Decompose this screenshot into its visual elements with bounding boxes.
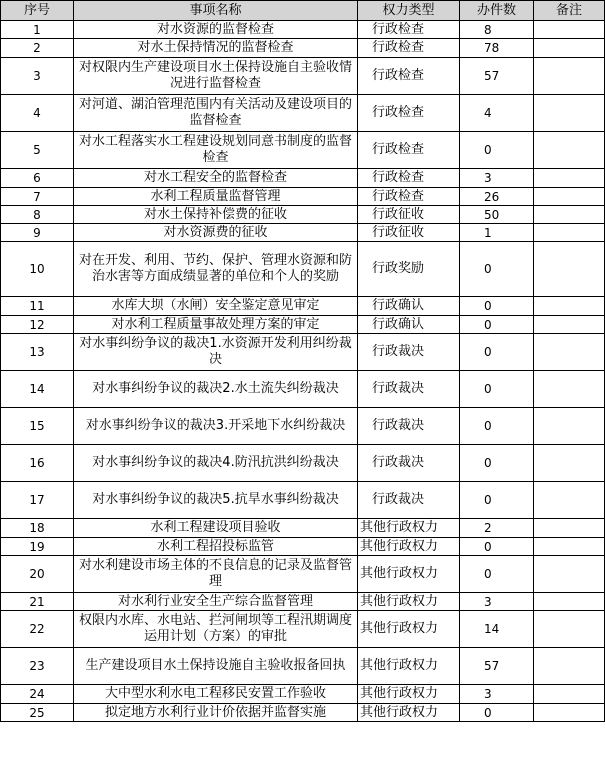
cell-seq: 25 bbox=[1, 704, 74, 722]
cell-type: 其他行政权力 bbox=[358, 648, 460, 685]
cell-name: 对水利工程质量事故处理方案的审定 bbox=[74, 316, 358, 334]
cell-type: 行政检查 bbox=[358, 39, 460, 58]
cell-count: 14 bbox=[460, 611, 534, 648]
cell-note bbox=[534, 445, 605, 482]
cell-seq: 4 bbox=[1, 95, 74, 132]
cell-note bbox=[534, 316, 605, 334]
cell-note bbox=[534, 704, 605, 722]
cell-name: 水库大坝（水闸）安全鉴定意见审定 bbox=[74, 297, 358, 316]
table-row bbox=[1, 685, 605, 704]
cell-seq: 24 bbox=[1, 685, 74, 704]
cell-type: 其他行政权力 bbox=[358, 704, 460, 722]
cell-name: 水利工程建设项目验收 bbox=[74, 519, 358, 538]
cell-name: 对权限内生产建设项目水土保持设施自主验收情况进行监督检查 bbox=[74, 58, 358, 95]
cell-name: 水利工程质量监督管理 bbox=[74, 188, 358, 206]
cell-seq: 16 bbox=[1, 445, 74, 482]
cell-note bbox=[534, 132, 605, 169]
table-row bbox=[1, 538, 605, 556]
cell-name: 大中型水利水电工程移民安置工作验收 bbox=[74, 685, 358, 704]
cell-count: 50 bbox=[460, 206, 534, 224]
cell-type: 行政裁决 bbox=[358, 482, 460, 519]
table-row bbox=[1, 408, 605, 445]
cell-seq: 18 bbox=[1, 519, 74, 538]
cell-count: 1 bbox=[460, 224, 534, 242]
cell-seq: 8 bbox=[1, 206, 74, 224]
cell-note bbox=[534, 334, 605, 371]
cell-count: 57 bbox=[460, 58, 534, 95]
cell-type: 其他行政权力 bbox=[358, 685, 460, 704]
table-row bbox=[1, 169, 605, 188]
cell-seq: 22 bbox=[1, 611, 74, 648]
cell-note bbox=[534, 611, 605, 648]
table-row bbox=[1, 58, 605, 95]
table-row bbox=[1, 39, 605, 58]
table-row bbox=[1, 445, 605, 482]
header-count: 办件数 bbox=[460, 1, 534, 21]
table-row bbox=[1, 242, 605, 297]
cell-count: 0 bbox=[460, 408, 534, 445]
cell-seq: 15 bbox=[1, 408, 74, 445]
cell-note bbox=[534, 482, 605, 519]
cell-count: 2 bbox=[460, 519, 534, 538]
cell-type: 其他行政权力 bbox=[358, 593, 460, 611]
cell-seq: 19 bbox=[1, 538, 74, 556]
header-name: 事项名称 bbox=[74, 1, 358, 21]
cell-note bbox=[534, 58, 605, 95]
table-row bbox=[1, 648, 605, 685]
cell-name: 对水资源费的征收 bbox=[74, 224, 358, 242]
cell-note bbox=[534, 648, 605, 685]
cell-count: 0 bbox=[460, 482, 534, 519]
cell-type: 行政检查 bbox=[358, 21, 460, 39]
table-row bbox=[1, 95, 605, 132]
cell-seq: 14 bbox=[1, 371, 74, 408]
cell-count: 0 bbox=[460, 316, 534, 334]
cell-name: 权限内水库、水电站、拦河闸坝等工程汛期调度运用计划（方案）的审批 bbox=[74, 611, 358, 648]
cell-seq: 13 bbox=[1, 334, 74, 371]
cell-type: 行政确认 bbox=[358, 316, 460, 334]
cell-count: 0 bbox=[460, 334, 534, 371]
cell-note bbox=[534, 242, 605, 297]
table-row bbox=[1, 371, 605, 408]
table-row bbox=[1, 482, 605, 519]
cell-seq: 11 bbox=[1, 297, 74, 316]
cell-seq: 9 bbox=[1, 224, 74, 242]
table-row bbox=[1, 316, 605, 334]
cell-type: 行政裁决 bbox=[358, 334, 460, 371]
cell-name: 对在开发、利用、节约、保护、管理水资源和防治水害等方面成绩显著的单位和个人的奖励 bbox=[74, 242, 358, 297]
header-note: 备注 bbox=[534, 1, 605, 21]
table-row bbox=[1, 556, 605, 593]
cell-name: 对水工程落实水工程建设规划同意书制度的监督检查 bbox=[74, 132, 358, 169]
cell-seq: 23 bbox=[1, 648, 74, 685]
header-type: 权力类型 bbox=[358, 1, 460, 21]
cell-note bbox=[534, 297, 605, 316]
cell-name: 拟定地方水利行业计价依据并监督实施 bbox=[74, 704, 358, 722]
cell-name: 对水土保持补偿费的征收 bbox=[74, 206, 358, 224]
cell-note bbox=[534, 408, 605, 445]
cell-type: 其他行政权力 bbox=[358, 611, 460, 648]
cell-type: 行政裁决 bbox=[358, 371, 460, 408]
cell-seq: 21 bbox=[1, 593, 74, 611]
cell-count: 3 bbox=[460, 169, 534, 188]
table-row bbox=[1, 593, 605, 611]
cell-count: 8 bbox=[460, 21, 534, 39]
cell-count: 26 bbox=[460, 188, 534, 206]
cell-note bbox=[534, 39, 605, 58]
cell-seq: 3 bbox=[1, 58, 74, 95]
cell-seq: 6 bbox=[1, 169, 74, 188]
cell-count: 0 bbox=[460, 297, 534, 316]
cell-count: 3 bbox=[460, 593, 534, 611]
cell-type: 行政征收 bbox=[358, 224, 460, 242]
cell-name: 对水土保持情况的监督检查 bbox=[74, 39, 358, 58]
cell-type: 行政裁决 bbox=[358, 445, 460, 482]
cell-note bbox=[534, 21, 605, 39]
cell-note bbox=[534, 206, 605, 224]
table-row bbox=[1, 611, 605, 648]
cell-type: 行政检查 bbox=[358, 169, 460, 188]
cell-count: 0 bbox=[460, 242, 534, 297]
cell-type: 行政检查 bbox=[358, 188, 460, 206]
table-row bbox=[1, 334, 605, 371]
cell-type: 行政裁决 bbox=[358, 408, 460, 445]
cell-count: 0 bbox=[460, 132, 534, 169]
table-row bbox=[1, 704, 605, 722]
cell-note bbox=[534, 538, 605, 556]
cell-type: 行政检查 bbox=[358, 58, 460, 95]
cell-name: 对水事纠纷争议的裁决5.抗旱水事纠纷裁决 bbox=[74, 482, 358, 519]
cell-name: 生产建设项目水土保持设施自主验收报备回执 bbox=[74, 648, 358, 685]
cell-type: 其他行政权力 bbox=[358, 538, 460, 556]
cell-note bbox=[534, 224, 605, 242]
table-row bbox=[1, 224, 605, 242]
cell-count: 0 bbox=[460, 538, 534, 556]
cell-type: 行政奖励 bbox=[358, 242, 460, 297]
cell-name: 水利工程招投标监管 bbox=[74, 538, 358, 556]
cell-name: 对水事纠纷争议的裁决4.防汛抗洪纠纷裁决 bbox=[74, 445, 358, 482]
header-seq: 序号 bbox=[1, 1, 74, 21]
cell-seq: 2 bbox=[1, 39, 74, 58]
cell-seq: 7 bbox=[1, 188, 74, 206]
cell-note bbox=[534, 593, 605, 611]
cell-count: 3 bbox=[460, 685, 534, 704]
cell-count: 0 bbox=[460, 371, 534, 408]
cell-note bbox=[534, 685, 605, 704]
cell-name: 对水事纠纷争议的裁决2.水土流失纠纷裁决 bbox=[74, 371, 358, 408]
cell-seq: 17 bbox=[1, 482, 74, 519]
cell-count: 0 bbox=[460, 445, 534, 482]
table-row bbox=[1, 297, 605, 316]
table-row bbox=[1, 519, 605, 538]
cell-seq: 20 bbox=[1, 556, 74, 593]
cell-count: 0 bbox=[460, 556, 534, 593]
cell-seq: 1 bbox=[1, 21, 74, 39]
cell-note bbox=[534, 556, 605, 593]
cell-name: 对水利行业安全生产综合监督管理 bbox=[74, 593, 358, 611]
cell-count: 4 bbox=[460, 95, 534, 132]
table-row bbox=[1, 21, 605, 39]
cell-count: 57 bbox=[460, 648, 534, 685]
cell-note bbox=[534, 371, 605, 408]
cell-type: 其他行政权力 bbox=[358, 519, 460, 538]
cell-seq: 10 bbox=[1, 242, 74, 297]
cell-name: 对河道、湖泊管理范围内有关活动及建设项目的监督检查 bbox=[74, 95, 358, 132]
cell-type: 行政征收 bbox=[358, 206, 460, 224]
cell-type: 行政检查 bbox=[358, 95, 460, 132]
table-row bbox=[1, 206, 605, 224]
cell-note bbox=[534, 188, 605, 206]
header-row bbox=[1, 1, 605, 21]
cell-type: 其他行政权力 bbox=[358, 556, 460, 593]
table-body bbox=[1, 21, 605, 722]
table-row bbox=[1, 188, 605, 206]
cell-type: 行政确认 bbox=[358, 297, 460, 316]
cell-count: 0 bbox=[460, 704, 534, 722]
cell-count: 78 bbox=[460, 39, 534, 58]
cell-name: 对水事纠纷争议的裁决3.开采地下水纠纷裁决 bbox=[74, 408, 358, 445]
table-row bbox=[1, 132, 605, 169]
cell-note bbox=[534, 95, 605, 132]
cell-seq: 12 bbox=[1, 316, 74, 334]
cell-note bbox=[534, 519, 605, 538]
cell-type: 行政检查 bbox=[358, 132, 460, 169]
cell-seq: 5 bbox=[1, 132, 74, 169]
cell-name: 对水工程安全的监督检查 bbox=[74, 169, 358, 188]
cell-name: 对水利建设市场主体的不良信息的记录及监督管理 bbox=[74, 556, 358, 593]
cell-note bbox=[534, 169, 605, 188]
cell-name: 对水事纠纷争议的裁决1.水资源开发利用纠纷裁决 bbox=[74, 334, 358, 371]
cell-name: 对水资源的监督检查 bbox=[74, 21, 358, 39]
